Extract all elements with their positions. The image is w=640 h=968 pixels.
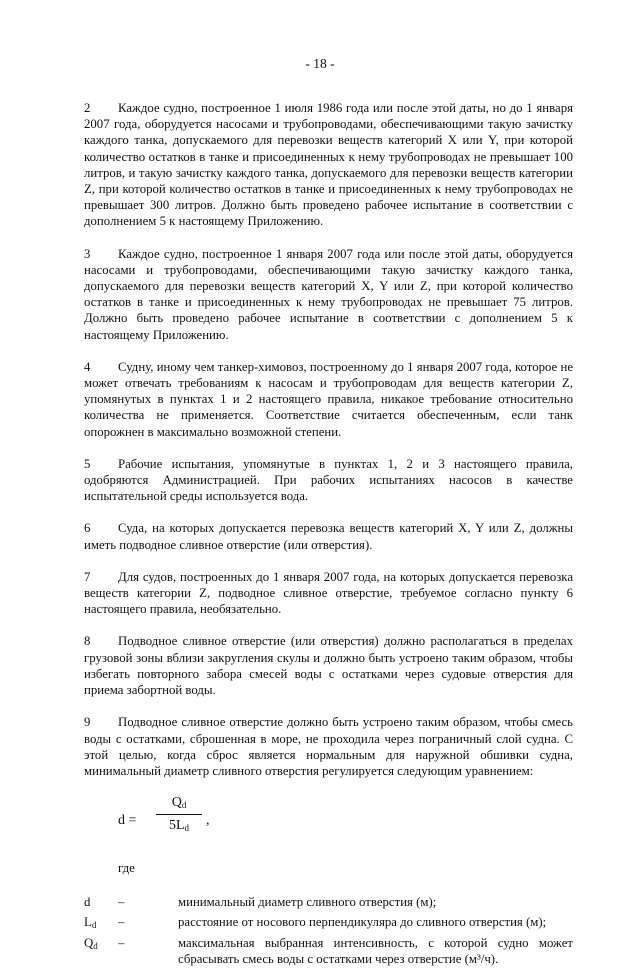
paragraph-2 [84, 100, 573, 230]
paragraph-text: Каждое судно, построенное 1 июля 1986 года или после этой даты, но до 1 января 2007 года, оборудуется насосами и трубопроводами, обеспечивающими такую зачистку каждого танка, допускаемого для перевозки веществ категорий X или Y, при которой количество остатков в танке и присоединенных к нему трубопроводах не превышает 100 литров, и такую зачистку каждого танка, допускаемого для перевозки веществ категории Z, при которой количество остатков в танке и присоединенных к нему трубопроводах не превышает 300 литров. Должно быть проведено рабочее испытание в соответствии с дополнением 5 к настоящему Приложению. [84, 101, 573, 229]
formula-lhs: d = [118, 813, 137, 829]
paragraph-number: 9 [84, 715, 91, 730]
paragraph-number: 4 [84, 359, 91, 374]
paragraph-number: 7 [84, 569, 91, 584]
diameter-formula [84, 795, 573, 851]
paragraph-9 [84, 714, 573, 779]
denominator-symbol: 5L [168, 818, 185, 834]
paragraph-text: Судну, иному чем танкер-химовоз, построенному до 1 января 2007 года, которое не может отвечать требованиям к насосам и трубопроводам для веществ категории Z, упомянутых в пунктах 1 и 2 настоящего правила, никакое требование относительно количества не применяется. Соответствие считается обеспеченным, если танк опорожнен в максимально возможной степени. [84, 359, 573, 439]
where-label: где [118, 861, 135, 876]
paragraph-5 [84, 456, 573, 505]
definition-symbol: $L_d$ [84, 915, 97, 931]
formula-tail: , [206, 813, 210, 829]
definition-text: максимальная выбранная интенсивность, с которой судно может сбрасывать смесь воды с остатками через отверстие (м³/ч). [178, 935, 573, 966]
paragraph-text: Подводное сливное отверстие должно быть устроено таким образом, чтобы смесь воды с остатками, сброшенная в море, не проходила через пограничный слой судна. С этой целью, когда сброс является нормальным для наружной обшивки судна, минимальный диаметр сливного отверстия регулируется следующим уравнением: [84, 715, 573, 778]
paragraph-text: Рабочие испытания, упомянутые в пунктах 1, 2 и 3 настоящего правила, одобряются Администрацией. При рабочих испытаниях насосов в качестве испытательной среды используется вода. [84, 456, 573, 504]
definition-symbol: d [84, 895, 91, 910]
definition-row [84, 935, 573, 967]
paragraph-text: Подводное сливное отверстие (или отверстия) должно располагаться в пределах грузовой зоны вблизи закругления скулы и должно быть устроено таким образом, чтобы избегать повторного забора смесей воды с остатками через судовые отверстия для приема забортной воды. [84, 634, 573, 698]
formula-denominator [156, 815, 202, 834]
numerator-subscript: d [181, 800, 187, 811]
document-body [84, 100, 573, 968]
paragraph-3 [84, 246, 573, 343]
numerator-symbol: Q [171, 795, 182, 811]
paragraph-number: 8 [84, 634, 91, 649]
paragraph-6 [84, 520, 573, 552]
definition-dash: – [118, 915, 125, 930]
paragraph-text: Суда, на которых допускается перевозка веществ категорий X, Y или Z, должны иметь подводное сливное отверстие (или отверстия). [84, 521, 573, 552]
definition-symbol: $Q_d$ [84, 935, 98, 951]
definition-dash: – [118, 935, 125, 950]
paragraph-7 [84, 569, 573, 618]
paragraph-4 [84, 359, 573, 440]
formula-numerator [156, 795, 202, 814]
paragraph-number: 3 [84, 246, 91, 261]
paragraph-number: 2 [84, 101, 91, 115]
definition-text: минимальный диаметр сливного отверстия (м); [178, 895, 437, 910]
formula-fraction [156, 795, 202, 834]
paragraph-text: Каждое судно, построенное 1 января 2007 года или после этой даты, оборудуется насосами и трубопроводами, обеспечивающими такую зачистку каждого танка, допускаемого для перевозки веществ категорий X, Y или Z, при которой количество остатков в танке и присоединенных к нему трубопроводах не превышает 75 литров. Должно быть проведено рабочее испытание в соответствии с дополнением 5 к настоящему Приложению. [84, 246, 573, 342]
paragraph-text: Для судов, построенных до 1 января 2007 года, на которых допускается перевозка веществ категории Z, подводное сливное отверстие, требуемое согласно пункту 6 настоящего правила, необязательно. [84, 569, 573, 617]
paragraph-number: 5 [84, 456, 91, 471]
definitions-list [84, 894, 573, 967]
denominator-subscript: d [184, 823, 190, 834]
paragraph-8 [84, 633, 573, 698]
definition-row [84, 914, 573, 933]
definition-row [84, 894, 573, 913]
definition-dash: – [118, 895, 125, 910]
page-number: - 18 - [305, 56, 335, 71]
paragraph-number: 6 [84, 521, 91, 536]
definition-text: расстояние от носового перпендикуляра до сливного отверстия (м); [178, 915, 547, 930]
